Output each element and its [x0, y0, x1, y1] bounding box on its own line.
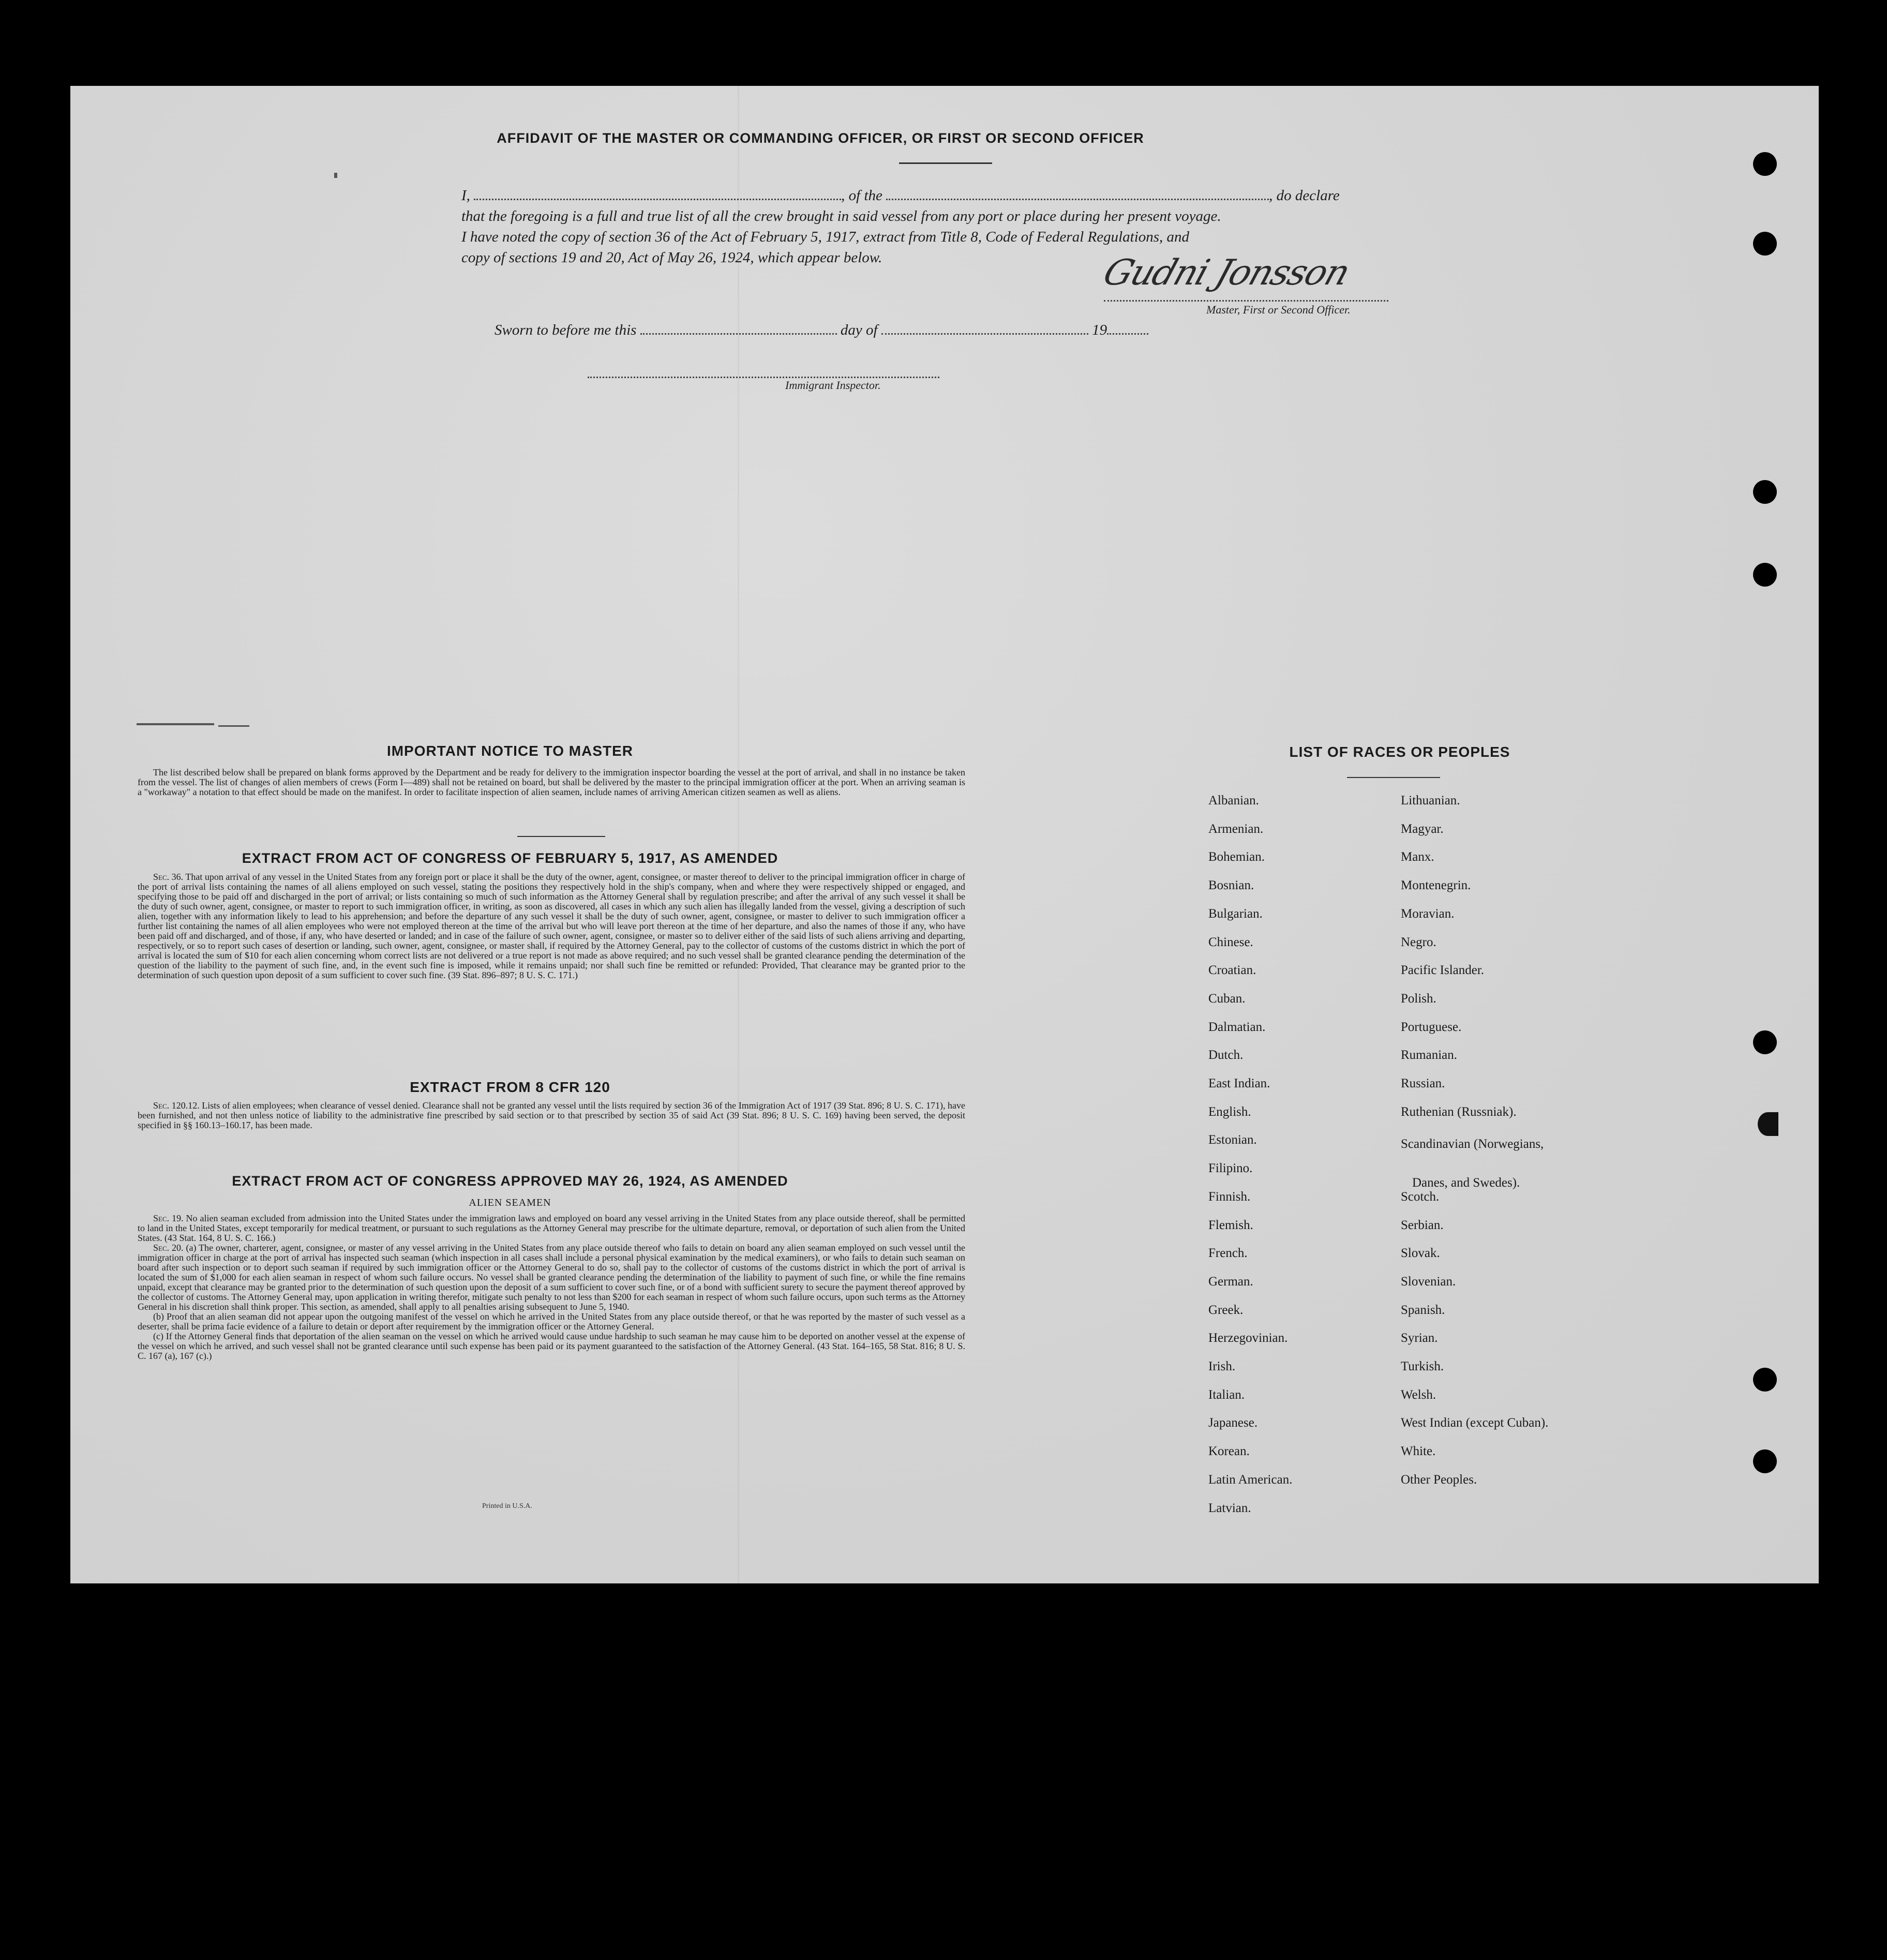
race-item: Finnish. [1208, 1189, 1251, 1204]
races-rule [1347, 777, 1440, 778]
race-item: Lithuanian. [1401, 794, 1460, 807]
day-of-label: day of [840, 322, 878, 338]
extract-cfr-title: EXTRACT FROM 8 CFR 120 [410, 1079, 610, 1095]
stray-mark [137, 723, 214, 725]
race-item: Estonian. [1208, 1133, 1257, 1147]
race-item: Rumanian. [1401, 1048, 1458, 1063]
race-item: White. [1401, 1444, 1436, 1459]
extract-1924-text [138, 1214, 965, 1361]
inspector-caption: Immigrant Inspector. [785, 379, 881, 392]
punch-hole [1753, 1449, 1777, 1473]
race-item: Serbian. [1401, 1218, 1444, 1232]
race-item: Albanian. [1208, 794, 1259, 807]
race-item: Italian. [1208, 1387, 1245, 1402]
race-item: Latin American. [1208, 1472, 1293, 1487]
race-item: Latvian. [1208, 1501, 1251, 1515]
sec-20c: (c) If the Attorney General finds that deportation of the alien seaman on the vessel on which he arrived would cause undue hardship to such seaman he may cause him to be deported on another vessel at the expense of the vessel on which he arrived, and such vessel shall not be granted clearance until such expense has been paid or its payment guaranteed to the satisfaction of the Attorney General. (43 Stat. 164–165, 58 Stat. 816; 8 U. S. C. 167 (a), 167 (c).) [138, 1331, 965, 1361]
race-item: Herzegovinian. [1208, 1331, 1288, 1345]
sec-36-label: Sec. 36. [153, 872, 184, 882]
race-item: Magyar. [1401, 821, 1444, 836]
printed-in-usa: Printed in U.S.A. [482, 1502, 532, 1510]
punch-hole [1753, 563, 1777, 587]
race-item: Korean. [1208, 1444, 1250, 1459]
race-item: Manx. [1401, 850, 1434, 864]
vessel-label: , of the [841, 187, 882, 204]
race-item: French. [1208, 1246, 1248, 1261]
race-item: Slovak. [1401, 1246, 1440, 1261]
race-item: Negro. [1401, 935, 1436, 949]
signer-caption: Master, First or Second Officer. [1206, 303, 1351, 316]
race-item: Scotch. [1401, 1189, 1440, 1204]
sec-20-label: Sec. 20. [153, 1243, 184, 1253]
sec-20a-body: (a) The owner, charterer, agent, consignee, or master of any vessel arriving in the United States from any place outside thereof who fails to detain on board any alien seaman employed on such vessel until the immigration officer in charge at the port of arrival has inspected such seaman (which inspection in all cases shall include a personal physical examination by the medical examiners), or who fails to detain such seaman on board after such inspection or to deport such seaman if required by such immigration officer or the Attorney General to do so, shall pay to the collector of customs of the customs district in which the port of arrival is located the sum of $1,000 for each alien seaman in respect of whom such failure occurs. No vessel shall be granted clearance pending the determination of the liability to payment of such fine, or while the fine remains unpaid, except that clearance may be granted prior to the determination of such question upon the deposit of a sum sufficient to cover such fine, or of a bond with sufficient surety to secure the payment thereof approved by the collector of customs. The Attorney General may, upon application in writing therefor, mitigate such penalty to not less than $200 for each seaman in respect of whom such failure occurs, upon such terms as the Attorney General in his discretion shall think proper. This section, as amended, shall apply to all penalties arising subsequent to June 5, 1940. [138, 1243, 965, 1312]
punch-hole [1753, 152, 1777, 176]
title-rule [899, 162, 992, 164]
extract-1924-title: EXTRACT FROM ACT OF CONGRESS APPROVED MAY 26, 1924, AS AMENDED [232, 1173, 788, 1189]
race-item: Other Peoples. [1401, 1472, 1477, 1487]
race-item: Pacific Islander. [1401, 963, 1485, 978]
race-item: Bulgarian. [1208, 906, 1263, 921]
extract-1917-title: EXTRACT FROM ACT OF CONGRESS OF FEBRUARY 5, 1917, AS AMENDED [242, 850, 778, 866]
race-item: Ruthenian (Russniak). [1401, 1104, 1517, 1119]
race-item: Bohemian. [1208, 850, 1265, 864]
extract-1917-text [138, 872, 965, 980]
race-item: Welsh. [1401, 1387, 1436, 1402]
affidavit-title: AFFIDAVIT OF THE MASTER OR COMMANDING OFFICER, OR FIRST OR SECOND OFFICER [497, 130, 1144, 146]
sec-19 [138, 1214, 965, 1243]
race-item: English. [1208, 1104, 1251, 1119]
race-item: Bosnian. [1208, 878, 1254, 893]
race-item: Croatian. [1208, 963, 1256, 978]
inspector-signature-line[interactable] [588, 373, 939, 378]
race-item: Irish. [1208, 1359, 1236, 1373]
punch-hole [1753, 480, 1777, 504]
sworn-year-field[interactable] [1107, 330, 1148, 335]
sworn-line [495, 320, 1148, 340]
vessel-name-field[interactable] [886, 196, 1269, 200]
signature-line [1104, 297, 1388, 302]
race-item: Filipino. [1208, 1161, 1253, 1176]
declarant-name-field[interactable] [474, 196, 841, 200]
race-item: Chinese. [1208, 935, 1253, 949]
race-item: Moravian. [1401, 906, 1455, 921]
race-item: Portuguese. [1401, 1020, 1462, 1034]
race-item: Armenian. [1208, 821, 1264, 836]
sec-36-body: That upon arrival of any vessel in the United States from any foreign port or place it shall be the duty of the owner, agent, consignee, or master thereof to deliver to the principal immigration officer in charge of the port of arrival lists containing the names of all aliens employed on such vessel, stating the positions they respectively hold in the ship's company, when and where they were respectively shipped or engaged, and specifying those to be paid off and discharged in the port of arrival; or lists containing so much of such information as the Attorney General shall by regulation prescribe; and after the arrival of any such vessel it shall be the duty of such owner, agent, consignee, or master to report to such immigration officer, in writing, as soon as discovered, all cases in which any such alien has illegally landed from the vessel, giving a description of such alien, together with any information likely to lead to his apprehension; and before the departure of any such vessel it shall be the duty of such owner, agent, consignee, or master to deliver to such immigration officer a further list containing the names of all alien employees who were not employed thereon at the time of the arrival but who will leave port thereon at the time of her departure, and also the names of those if any, who have been paid off and discharged, and of those, if any, who have deserted or landed; and in case of the failure of such owner, agent, consignee, or master so to deliver either of the said lists of such aliens arriving and departing, respectively, or so to report such cases of desertion or landing, such owner, agent, consignee, or master shall, if required by the Attorney General, pay to the collector of customs of the customs district in which the port of arrival is located the sum of $10 for each alien concerning whom correct lists are not delivered or a true report is not made as above required; and no such vessel shall be granted clearance pending the determination of the question of the liability to the payment of such fine, and, in the event such fine is imposed, while it remains unpaid; nor shall such fine be remitted or refunded: Provided, That clearance may be granted prior to the determination of such question upon deposit of a sum sufficient to cover such fine. (39 Stat. 896–897; 8 U. S. C. 171.) [138, 872, 965, 980]
race-item: West Indian (except Cuban). [1401, 1416, 1549, 1430]
race-item: Slovenian. [1401, 1274, 1456, 1289]
race-item: Syrian. [1401, 1331, 1438, 1345]
race-item: Scandinavian (Norwegians, [1401, 1137, 1544, 1151]
stray-mark [218, 725, 249, 727]
year-label: 19 [1092, 322, 1107, 338]
declarant-label: I, [461, 187, 470, 204]
alien-seamen-subtitle: ALIEN SEAMEN [469, 1197, 551, 1208]
punch-hole [1753, 1030, 1777, 1054]
race-item: Dutch. [1208, 1048, 1244, 1063]
sec-19-body: No alien seaman excluded from admission into the United States under the immigration laws and employed on board any vessel arriving in the United States from any place outside thereof, shall be permitted to land in the United States, except temporarily for medical treatment, or pursuant to such regulations as the Attorney General may prescribe for the ultimate departure, removal, or deportation of such alien from the United States. (43 Stat. 164, 8 U. S. C. 166.) [138, 1213, 965, 1243]
punch-hole-torn [1758, 1112, 1778, 1136]
sworn-label: Sworn to before me this [495, 322, 637, 338]
affidavit-line-1 [461, 185, 1340, 206]
race-item: East Indian. [1208, 1076, 1270, 1090]
affidavit-line-2: that the foregoing is a full and true list of all the crew brought in said vessel from any port or place during her present voyage. [461, 208, 1221, 225]
sec-20a [138, 1243, 965, 1312]
race-item: German. [1208, 1274, 1253, 1289]
stray-mark [334, 173, 337, 178]
notice-title: IMPORTANT NOTICE TO MASTER [386, 743, 634, 759]
sworn-month-field[interactable] [881, 330, 1088, 335]
race-item: Spanish. [1401, 1303, 1445, 1317]
race-item: Dalmatian. [1208, 1020, 1266, 1034]
races-title: LIST OF RACES OR PEOPLES [1289, 744, 1510, 760]
race-item: Flemish. [1208, 1218, 1253, 1232]
race-item: Danes, and Swedes). [1412, 1176, 1520, 1190]
race-item: Turkish. [1401, 1359, 1444, 1373]
punch-hole [1753, 1368, 1777, 1392]
race-item: Polish. [1401, 991, 1436, 1006]
race-item: Japanese. [1208, 1416, 1258, 1430]
declare-label: , do declare [1269, 187, 1340, 204]
race-item: Russian. [1401, 1076, 1445, 1090]
sec-120-12-label: Sec. 120.12. [153, 1100, 200, 1111]
race-item: Greek. [1208, 1303, 1244, 1317]
section-rule [517, 836, 605, 837]
sec-120-12-body: Lists of alien employees; when clearance of vessel denied. Clearance shall not be granted any vessel until the lists required by section 36 of the Immigration Act of 1917 (39 Stat. 896; 8 U. S. C. 171), have been furnished, and not then unless notice of liability to the administrative fine prescribed by said section or to that prescribed by section 35 of said Act (39 Stat. 896; 8 U. S. C. 169) having been served, the deposit specified in §§ 160.13–160.17, has been made. [138, 1100, 966, 1130]
affidavit-line-3: I have noted the copy of section 36 of the Act of February 5, 1917, extract from Title 8, Code of Federal Regulations, and [461, 229, 1190, 245]
race-item: Cuban. [1208, 991, 1246, 1006]
sec-19-label: Sec. 19. [153, 1213, 184, 1223]
officer-signature: Gudni Jonsson [1098, 252, 1355, 293]
race-item: Montenegrin. [1401, 878, 1471, 893]
extract-cfr-text [138, 1101, 965, 1130]
punch-hole [1753, 232, 1777, 256]
notice-text: The list described below shall be prepared on blank forms approved by the Department and be ready for delivery to the immigration inspector boarding the vessel at the port of arrival, and shall in no instance be taken from the vessel. The list of changes of alien members of crews (Form I—489) shall not be retained on board, but shall be delivered by the master to the principal immigration officer at the port. When an arriving seaman is a "workaway" a notation to that effect should be made on the manifest. In order to facilitate inspection of alien seamen, include names of arriving American citizen seamen as well as aliens. [138, 767, 965, 797]
document-sheet [70, 86, 1819, 1583]
affidavit-line-4: copy of sections 19 and 20, Act of May 26, 1924, which appear below. [461, 249, 882, 266]
sworn-day-field[interactable] [640, 330, 837, 335]
sec-20b: (b) Proof that an alien seaman did not appear upon the outgoing manifest of the vessel on which he arrived in the United States from any place outside thereof, or that he was reported by the master of such vessel as a deserter, shall be prima facie evidence of a failure to detain or deport after requirement by the immigration officer or the Attorney General. [138, 1311, 965, 1331]
